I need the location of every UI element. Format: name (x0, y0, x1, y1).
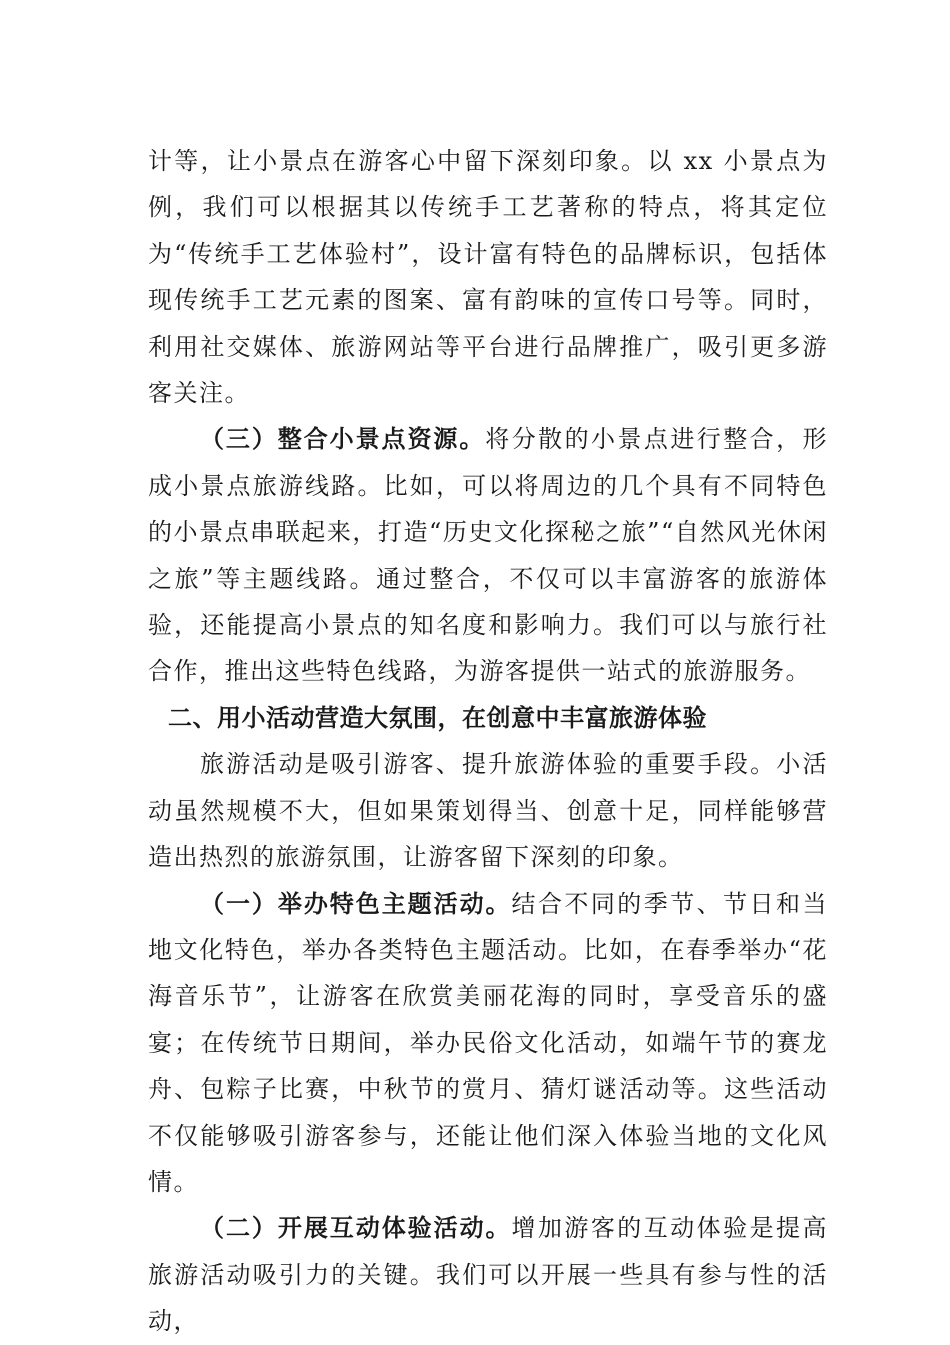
paragraph-body: 旅游活动是吸引游客、提升旅游体验的重要手段。小活动虽然规模不大，但如果策划得当、创意十足，同样能够营造出热烈的旅游氛围，让游客留下深刻的印象。 (148, 750, 828, 872)
paragraph-text: 将分散的小景点进行整合，形成小景点旅游线路。比如，可以将周边的几个具有不同特色的小景点串联起来，打造“历史文化探秘之旅”“自然风光休闲之旅”等主题线路。通过整合，不仅可以丰富游客的旅游体验，还能提高小景点的知名度和影响力。我们可以与旅行社合作，推出这些特色线路，为游客提供一站式的旅游服务。 (148, 425, 829, 686)
paragraph-text: 结合不同的季节、节日和当地文化特色，举办各类特色主题活动。比如，在春季举办“花海音乐节”，让游客在欣赏美丽花海的同时，享受音乐的盛宴；在传统节日期间，举办民俗文化活动，如端午节的赛龙舟、包粽子比赛，中秋节的赏月、猜灯谜活动等。这些活动不仅能够吸引游客参与，还能让他们深入体验当地的文化风情。 (148, 889, 829, 1196)
paragraph-continuation: 计等，让小景点在游客心中留下深刻印象。以 xx 小景点为例，我们可以根据其以传统手工艺著称的特点，将其定位为“传统手工艺体验村”，设计富有特色的品牌标识，包括体现传统手工艺元素的图案、富有韵味的宣传口号等。同时，利用社交媒体、旅游网站等平台进行品牌推广，吸引更多游客关注。 (148, 147, 828, 408)
paragraph-subsection-1 (148, 881, 828, 1206)
document-body (148, 138, 828, 1345)
subsection-title: （一）举办特色主题活动。 (200, 889, 512, 918)
paragraph-subsection-2 (148, 1205, 828, 1344)
subsection-title: （二）开展互动体验活动。 (200, 1214, 512, 1243)
paragraph-text: 增加游客的互动体验是提高旅游活动吸引力的关键。我们可以开展一些具有参与性的活动， (148, 1214, 829, 1336)
paragraph-subsection-3 (148, 416, 828, 694)
subsection-title: （三）整合小景点资源。 (200, 425, 486, 454)
section-heading-2: 二、用小活动营造大氛围，在创意中丰富旅游体验 (168, 703, 707, 732)
